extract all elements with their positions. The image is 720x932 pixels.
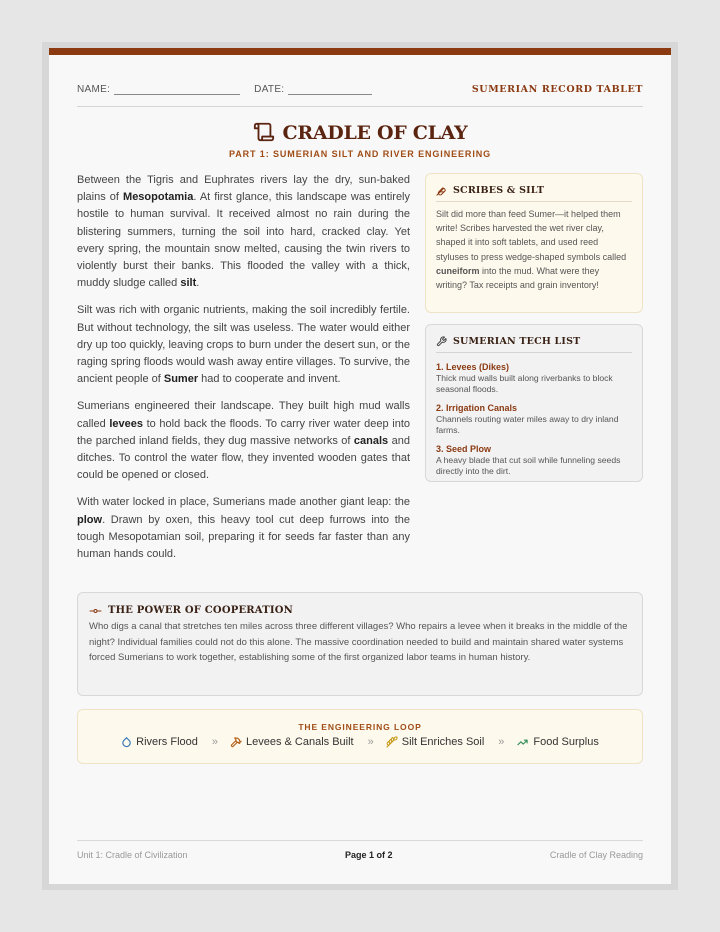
scroll-icon <box>253 121 275 143</box>
text-run: . At first glance, this landscape was entirely hostile to human survival. It received almost no rain during the blistering summers, turning the soil into hard, cracked clay. Yet every spring, the mountain snow melted, causing the twin rivers to violently burst their banks. This flooded the valley with a thick, muddy sludge called <box>77 191 411 290</box>
coop-heading <box>89 605 631 616</box>
reading-passage <box>77 172 410 573</box>
key-term: canals <box>353 434 389 447</box>
loop-step-label: Rivers Flood <box>136 736 198 748</box>
text-run: Silt was rich with organic nutrients, making the soil incredibly fertile. But without technology, the silt was useless. The water would either dry up too quickly, leaving crops to burn under the desert sun, or the raging spring floods would wash away entire villages. To survive, the ancient people of <box>77 304 410 386</box>
scribes-callout <box>425 173 643 313</box>
loop-arrow: » <box>367 736 372 748</box>
text-run: and ditches. To control the water flow, they invented wooden gates that could be opened or closed. <box>77 434 410 482</box>
date-blank <box>288 94 372 95</box>
loop-step <box>121 736 198 748</box>
page-footer <box>77 840 643 860</box>
loop-step <box>230 736 354 748</box>
loop-step-label: Food Surplus <box>533 736 599 748</box>
loop-step-label: Levees & Canals Built <box>246 736 354 748</box>
tablet-label: SUMERIAN RECORD TABLET <box>471 84 643 95</box>
tech-item-desc: Channels routing water miles away to dry inland farms. <box>436 413 619 436</box>
loop-step <box>516 736 598 748</box>
tech-item <box>436 402 632 437</box>
text-run: Silt did more than feed Sumer—it helped them write! Scribes harvested the wet river clay, shaped it into soft tablets, and used reed styluses to press wedge-shaped symbols called <box>436 209 627 262</box>
loop-arrow: » <box>211 736 216 748</box>
date-label: DATE: <box>254 84 285 95</box>
page-number: Page 1 of 2 <box>344 850 393 860</box>
text-run: . Drawn by oxen, this heavy tool cut deep furrows into the tough Mesopotamian soil, preparing it for seeds far faster than any human hands could. <box>77 513 410 561</box>
tech-item-desc: Thick mud walls built along riverbanks to block seasonal floods. <box>436 373 613 395</box>
coop-text: Who digs a canal that stretches ten miles across three different villages? Who repairs a levee when it breaks in the middle of the night? Individual families could not do this alone. The massive coordination needed to build and maintain shared water systems forced Sumerians to work together, establishing some of the first organized labor teams in human history. <box>89 621 628 664</box>
tech-item <box>436 443 632 478</box>
hammer-icon <box>230 736 242 748</box>
tech-item <box>436 361 632 396</box>
tech-item-title: 2. Irrigation Canals <box>436 402 518 413</box>
tech-item-title: 1. Levees (Dikes) <box>436 362 510 372</box>
key-term: levees <box>109 417 144 430</box>
tech-heading <box>436 336 632 353</box>
text-run: had to cooperate and invent. <box>198 373 341 386</box>
link-node-icon <box>89 606 102 616</box>
key-term: silt <box>180 277 197 290</box>
scribes-title: SCRIBES & SILT <box>453 185 545 196</box>
student-header <box>77 73 643 107</box>
text-run: into the mud. What were they writing? Tax receipts and grain inventory! <box>436 265 600 291</box>
footer-right: Cradle of Clay Reading <box>549 850 643 860</box>
text-run: to hold back the floods. To carry river water deep into the parched inland fields, they dug massive networks of <box>77 417 410 447</box>
key-term: cuneiform <box>436 265 480 276</box>
name-label: NAME: <box>77 84 111 95</box>
trending-up-icon <box>516 737 529 748</box>
text-run: . <box>196 277 200 290</box>
wrench-icon <box>436 336 447 347</box>
key-term: Sumer <box>163 373 199 386</box>
cooperation-box <box>77 592 643 696</box>
tech-title: SUMERIAN TECH LIST <box>453 336 581 347</box>
text-run: With water locked in place, Sumerians made another giant leap: the <box>77 496 410 509</box>
coop-title: THE POWER OF COOPERATION <box>108 605 293 616</box>
tech-item-desc: A heavy blade that cut soil while funneling seeds directly into the dirt. <box>436 454 621 477</box>
key-term: Mesopotamia <box>123 191 194 204</box>
engineering-loop <box>77 709 643 764</box>
title-text: CRADLE OF CLAY <box>282 122 468 144</box>
loop-arrow: » <box>498 736 503 748</box>
text-run: Sumerians engineered their landscape. They built high mud walls called <box>77 400 410 430</box>
loop-title: THE ENGINEERING LOOP <box>298 722 422 732</box>
water-drop-icon <box>121 736 132 748</box>
scribes-text <box>436 207 632 292</box>
page-subtitle: PART 1: SUMERIAN SILT AND RIVER ENGINEERING <box>228 149 492 159</box>
loop-step <box>386 736 485 748</box>
page-title <box>49 121 671 144</box>
paragraph <box>77 398 410 484</box>
scribes-heading <box>436 185 632 202</box>
tech-item-title: 3. Seed Plow <box>436 443 492 454</box>
paragraph <box>77 494 410 563</box>
tech-list-panel <box>425 324 643 482</box>
paragraph <box>77 302 410 388</box>
text-run: Between the Tigris and Euphrates rivers lay the dry, sun-baked plains of <box>77 174 410 204</box>
name-blank <box>114 94 240 95</box>
paragraph <box>77 172 410 292</box>
loop-steps <box>78 736 642 748</box>
footer-left: Unit 1: Cradle of Civilization <box>77 850 188 860</box>
wheat-icon <box>386 736 398 748</box>
key-term: plow <box>77 513 103 526</box>
loop-step-label: Silt Enriches Soil <box>401 736 485 748</box>
worksheet-page <box>49 48 671 884</box>
feather-icon <box>436 185 447 196</box>
